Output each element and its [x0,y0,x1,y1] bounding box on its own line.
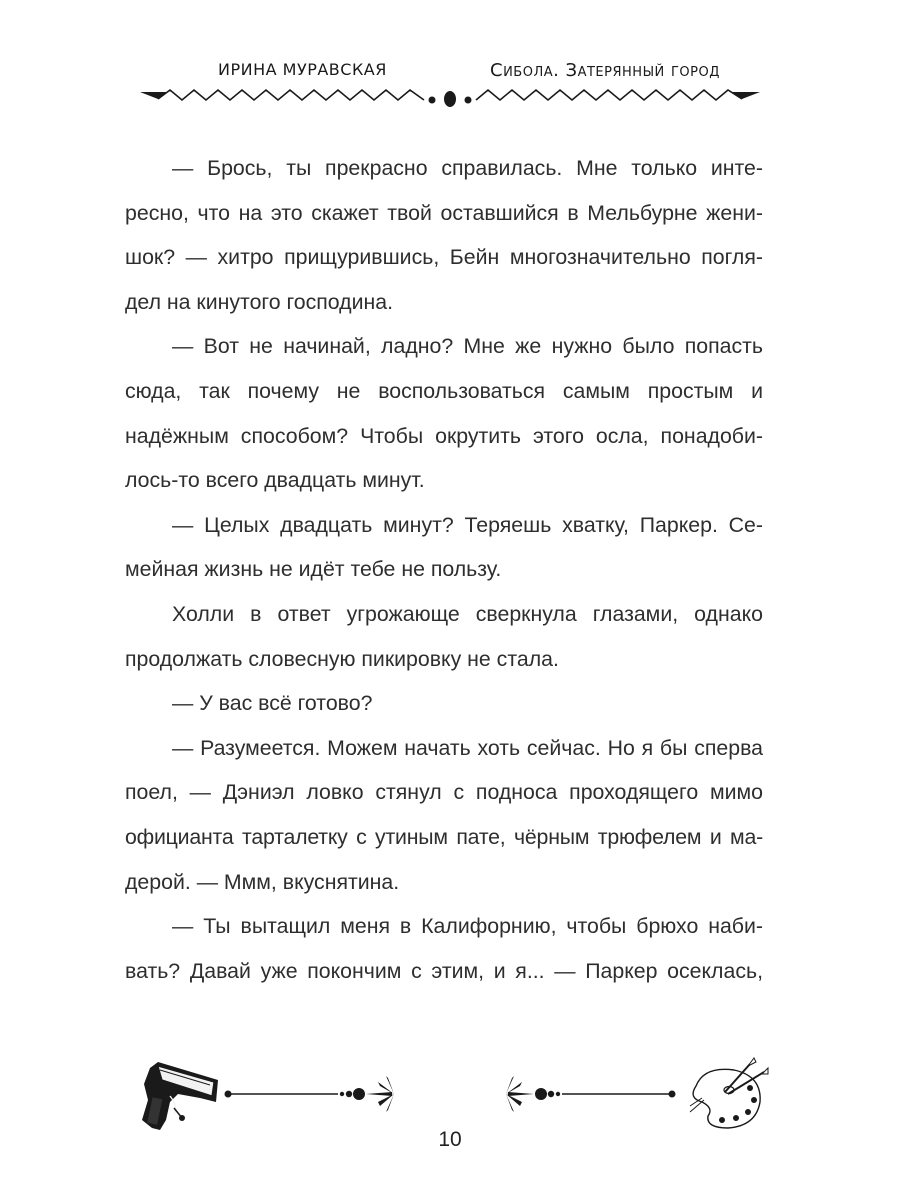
text-line: дерой. — Ммм, вкуснятина. [125,869,400,894]
paragraph [125,503,763,592]
paint-palette-icon [690,1058,768,1128]
text-line: лось-то всего двадцать минут. [125,468,425,493]
text-line: — Ты вытащил меня в Калифорнию, чтобы брюхо наби- [172,914,763,939]
text-line: шок? — хитро прищурившись, Бейн многозначительно погля- [125,245,763,270]
footer-ornament [130,1040,770,1140]
text-line: вать? Давай уже покончим с этим, и я... — Паркер осеклась, [125,958,763,983]
text-line: поел, — Дэниэл ловко стянул с подноса проходящего мимо [125,780,763,805]
text-line: — Разумеется. Можем начать хоть сейчас. Но я бы сперва [172,735,763,760]
paragraph [125,904,763,993]
header-author: ИРИНА МУРАВСКАЯ [218,60,387,79]
pistol-icon [142,1062,218,1130]
line-divider-icon [225,1076,676,1112]
text-line: сюда, так почему не воспользоваться самым простым и [125,378,763,403]
text-line: — Вот не начинай, ладно? Мне же нужно было попасть [172,334,763,359]
paragraph [125,681,763,726]
text-line: — У вас всё готово? [172,691,373,716]
text-line: продолжать словесную пикировку не стала. [125,646,559,671]
paragraph [125,592,763,681]
text-line: официанта тарталетку с утиным пате, чёрным трюфелем и ма- [125,824,763,849]
paragraph [125,726,763,904]
text-line: — Брось, ты прекрасно справилась. Мне только инте- [172,156,763,180]
text-line: ресно, что на это скажет твой оставшийся в Мельбурне жени- [125,200,763,225]
zigzag-divider-icon [140,82,760,112]
text-line: дел на кинутого господина. [125,289,394,314]
header-book-title: Сибола. Затерянный город [490,60,720,81]
page-number: 10 [438,1128,462,1151]
text-line: надёжным способом? Чтобы окрутить этого осла, понадоби- [125,423,763,448]
body-text [125,146,763,993]
paragraph [125,324,763,502]
text-line: Холли в ответ угрожающе сверкнула глазами, однако [172,601,763,626]
paragraph [125,146,763,324]
text-line: мейная жизнь не идёт тебе не пользу. [125,557,502,582]
text-line: — Целых двадцать минут? Теряешь хватку, Паркер. Се- [172,512,763,537]
